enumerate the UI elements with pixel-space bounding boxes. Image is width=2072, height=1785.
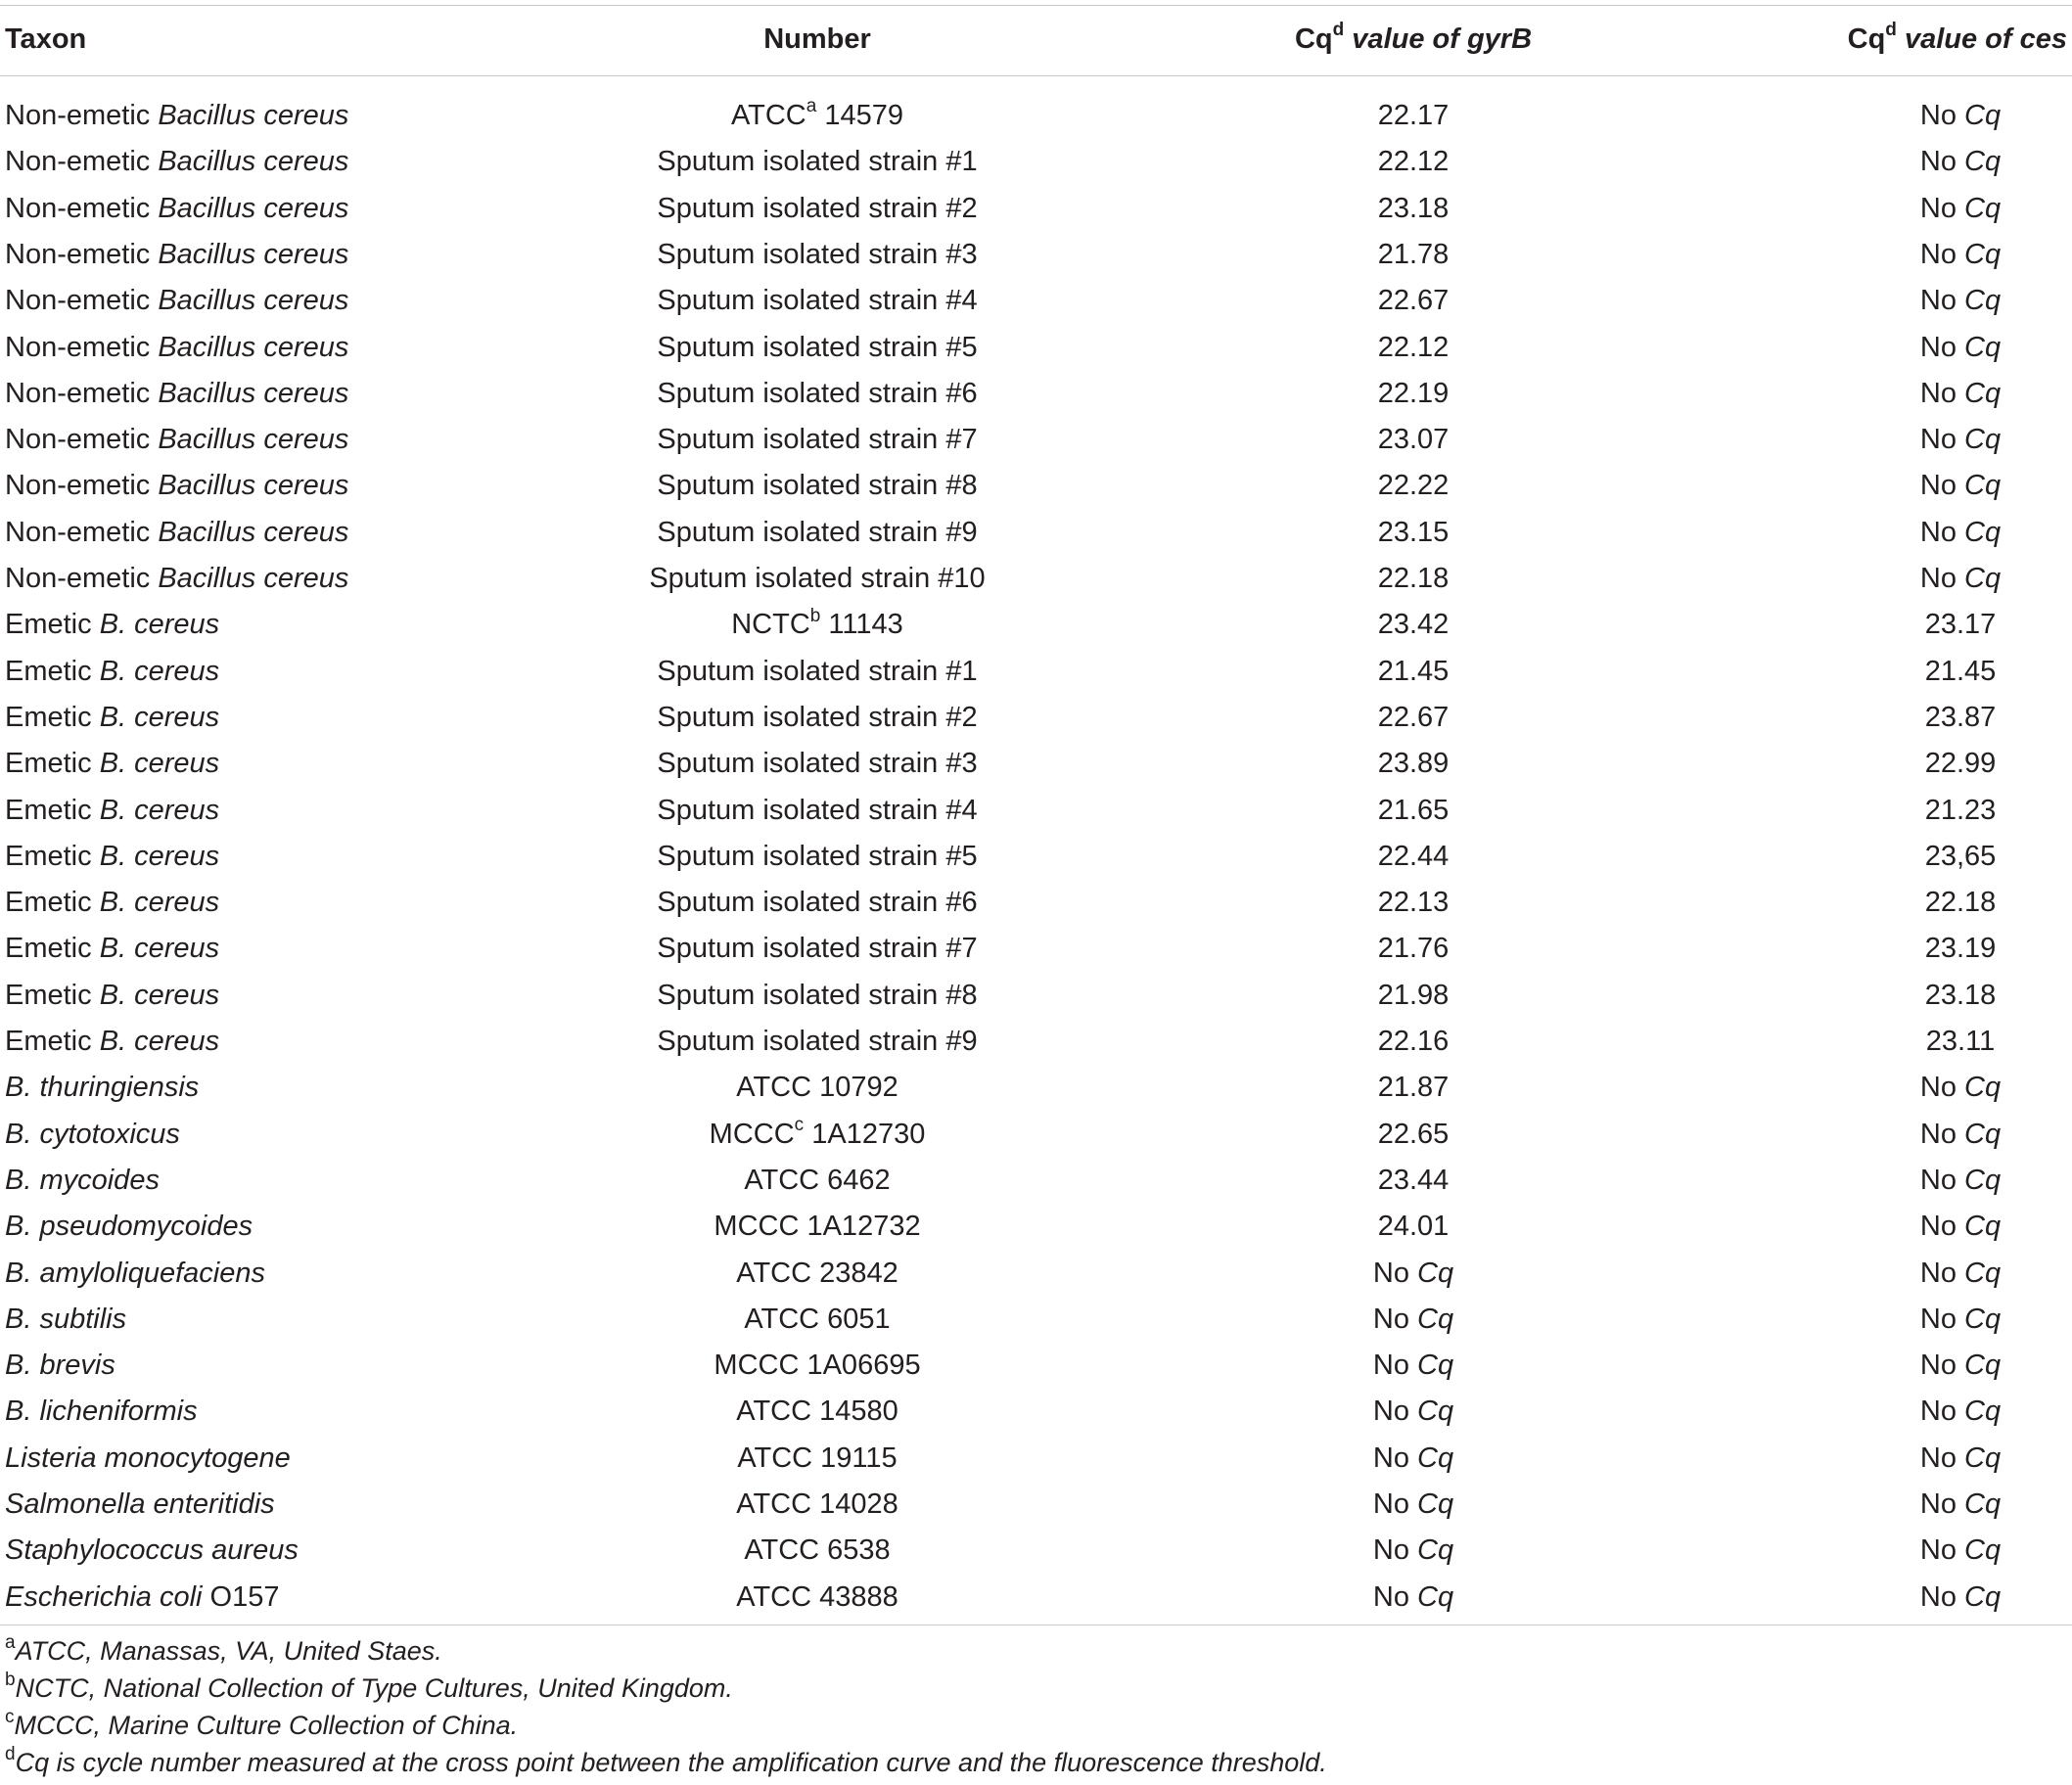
- cell-ces: No Cq: [1919, 563, 2002, 594]
- cell-number: ATCC 6051: [744, 1303, 891, 1335]
- cell-gyrb: 23.42: [1377, 609, 1450, 641]
- footnote: $^d$Cq is cycle number measured at the cross point between the amplification curve and the fluorescence threshold.: [5, 1744, 1327, 1777]
- cell-gyrb: 22.18: [1377, 563, 1450, 594]
- cell-gyrb: 21.65: [1377, 794, 1450, 826]
- cell-taxon: B. amyloliquefaciens: [5, 1257, 265, 1289]
- cell-ces: No Cq: [1919, 1442, 2002, 1474]
- header-taxon: Taxon: [5, 23, 87, 55]
- cell-gyrb: No Cq: [1372, 1534, 1454, 1567]
- cell-gyrb: 23.07: [1377, 424, 1450, 456]
- cell-gyrb: No Cq: [1372, 1303, 1454, 1335]
- cell-taxon: B. subtilis: [5, 1303, 127, 1335]
- header-gyrb: Cq$^d$ value of gyrB: [1294, 20, 1533, 55]
- cell-taxon: B. thuringiensis: [5, 1072, 200, 1104]
- cell-ces: No Cq: [1919, 1257, 2002, 1289]
- table-row: [0, 371, 2072, 417]
- cell-gyrb: 21.76: [1377, 933, 1450, 965]
- cell-taxon: Non-emetic Bacillus cereus: [5, 470, 349, 502]
- cell-number: Sputum isolated strain #3: [657, 748, 978, 780]
- cell-gyrb: 21.45: [1377, 655, 1450, 687]
- cell-taxon: Emetic B. cereus: [5, 933, 220, 965]
- table-row: [0, 1112, 2072, 1158]
- cell-number: ATCC 10792: [736, 1072, 898, 1104]
- cell-number: Sputum isolated strain #4: [657, 794, 978, 826]
- cell-ces: 23.11: [1925, 1026, 1996, 1057]
- cell-number: Sputum isolated strain #9: [657, 1026, 978, 1057]
- cell-number: Sputum isolated strain #6: [657, 887, 978, 919]
- header-number: Number: [763, 23, 871, 55]
- table-row: [0, 1343, 2072, 1389]
- cell-ces: 23.18: [1924, 979, 1997, 1011]
- cell-ces: No Cq: [1919, 1164, 2002, 1196]
- cell-taxon: Emetic B. cereus: [5, 609, 220, 641]
- cell-ces: No Cq: [1919, 470, 2002, 502]
- cell-number: ATCC$^a$ 14579: [730, 96, 904, 131]
- cell-gyrb: 22.67: [1377, 701, 1450, 733]
- footnote: $^b$NCTC, National Collection of Type Cultures, United Kingdom.: [5, 1670, 733, 1703]
- cell-taxon: Non-emetic Bacillus cereus: [5, 331, 349, 363]
- cell-gyrb: 23.44: [1377, 1164, 1450, 1196]
- cell-number: Sputum isolated strain #10: [649, 563, 986, 594]
- cell-number: Sputum isolated strain #2: [657, 701, 978, 733]
- table-row: [0, 1019, 2072, 1065]
- table-row: [0, 602, 2072, 648]
- cell-ces: 23.17: [1924, 609, 1997, 641]
- cell-gyrb: No Cq: [1372, 1580, 1454, 1613]
- table-row: [0, 880, 2072, 926]
- cell-number: Sputum isolated strain #7: [657, 933, 978, 965]
- cell-gyrb: 23.15: [1377, 516, 1450, 548]
- cell-number: Sputum isolated strain #9: [657, 516, 978, 548]
- cell-taxon: Emetic B. cereus: [5, 887, 220, 919]
- cell-gyrb: 21.98: [1377, 979, 1450, 1011]
- cell-taxon: Emetic B. cereus: [5, 748, 220, 780]
- table-row: [0, 510, 2072, 556]
- table-top-rule: [0, 5, 2072, 6]
- cell-taxon: Listeria monocytogene: [5, 1442, 291, 1474]
- cell-gyrb: 23.89: [1377, 748, 1450, 780]
- table-row: [0, 1297, 2072, 1343]
- table-row: [0, 1251, 2072, 1297]
- cell-number: Sputum isolated strain #8: [657, 979, 978, 1011]
- cell-gyrb: No Cq: [1372, 1488, 1454, 1520]
- cell-taxon: Non-emetic Bacillus cereus: [5, 424, 349, 456]
- table-row: [0, 741, 2072, 787]
- table-row: [0, 1389, 2072, 1435]
- table-row: [0, 417, 2072, 463]
- cell-number: MCCC$^c$ 1A12730: [709, 1114, 926, 1150]
- table-row: [0, 695, 2072, 741]
- cell-number: ATCC 6538: [744, 1534, 891, 1567]
- cell-gyrb: 22.12: [1377, 331, 1450, 363]
- header-ces: Cq$^d$ value of ces: [1847, 20, 2067, 55]
- cell-ces: No Cq: [1919, 516, 2002, 548]
- cell-gyrb: 22.16: [1377, 1026, 1450, 1057]
- table-row: [0, 232, 2072, 278]
- table-row: [0, 139, 2072, 185]
- cell-gyrb: 22.19: [1377, 377, 1450, 409]
- cell-taxon: Non-emetic Bacillus cereus: [5, 192, 349, 224]
- cell-taxon: Non-emetic Bacillus cereus: [5, 285, 349, 317]
- cell-taxon: Emetic B. cereus: [5, 979, 220, 1011]
- cell-number: ATCC 6462: [744, 1164, 891, 1196]
- cell-ces: 21.45: [1924, 655, 1997, 687]
- cell-ces: 22.18: [1924, 887, 1997, 919]
- table-row: [0, 186, 2072, 232]
- cell-ces: No Cq: [1919, 1303, 2002, 1335]
- cell-taxon: Emetic B. cereus: [5, 840, 220, 872]
- table-row: [0, 463, 2072, 509]
- cell-number: ATCC 14028: [736, 1488, 898, 1520]
- cell-ces: No Cq: [1919, 1118, 2002, 1150]
- cell-gyrb: 22.67: [1377, 285, 1450, 317]
- cell-ces: No Cq: [1919, 377, 2002, 409]
- table-row: [0, 1482, 2072, 1528]
- cell-gyrb: 24.01: [1377, 1211, 1450, 1243]
- cell-ces: No Cq: [1919, 1396, 2002, 1428]
- cell-number: Sputum isolated strain #8: [657, 470, 978, 502]
- table-row: [0, 788, 2072, 834]
- cell-number: Sputum isolated strain #5: [657, 331, 978, 363]
- table-footnotes: [5, 1632, 1327, 1781]
- cell-number: MCCC 1A12732: [714, 1211, 921, 1243]
- footnote: $^c$MCCC, Marine Culture Collection of China.: [5, 1707, 519, 1740]
- cell-ces: No Cq: [1919, 424, 2002, 456]
- table-row: [0, 556, 2072, 602]
- cell-taxon: B. brevis: [5, 1350, 115, 1382]
- cell-ces: No Cq: [1919, 100, 2002, 131]
- table-row: [0, 973, 2072, 1019]
- cell-taxon: Emetic B. cereus: [5, 701, 220, 733]
- cell-number: Sputum isolated strain #3: [657, 238, 978, 270]
- cell-ces: No Cq: [1919, 146, 2002, 178]
- cell-gyrb: 22.12: [1377, 146, 1450, 178]
- cell-gyrb: No Cq: [1372, 1396, 1454, 1428]
- cell-gyrb: 22.13: [1377, 887, 1450, 919]
- cell-gyrb: 23.18: [1377, 192, 1450, 224]
- cell-taxon: Salmonella enteritidis: [5, 1488, 275, 1520]
- cell-number: ATCC 14580: [736, 1396, 898, 1428]
- cell-number: ATCC 19115: [737, 1442, 898, 1474]
- cell-number: Sputum isolated strain #6: [657, 377, 978, 409]
- cell-ces: No Cq: [1919, 1580, 2002, 1613]
- table-row: [0, 1575, 2072, 1621]
- table-row: [0, 649, 2072, 695]
- cell-number: ATCC 43888: [736, 1580, 898, 1613]
- table-row: [0, 93, 2072, 139]
- cell-ces: No Cq: [1919, 1350, 2002, 1382]
- table-row: [0, 1158, 2072, 1204]
- cell-taxon: Emetic B. cereus: [5, 1026, 220, 1057]
- cell-taxon: Emetic B. cereus: [5, 794, 220, 826]
- cell-ces: No Cq: [1919, 1211, 2002, 1243]
- cell-gyrb: 21.78: [1377, 238, 1450, 270]
- table-row: [0, 325, 2072, 371]
- cell-number: NCTC$^b$ 11143: [731, 605, 903, 641]
- cell-taxon: Non-emetic Bacillus cereus: [5, 563, 349, 594]
- cell-taxon: Non-emetic Bacillus cereus: [5, 516, 349, 548]
- cell-ces: No Cq: [1919, 285, 2002, 317]
- cell-gyrb: No Cq: [1372, 1442, 1454, 1474]
- footnote: $^a$ATCC, Manassas, VA, United Staes.: [5, 1632, 442, 1666]
- cell-ces: 22.99: [1924, 748, 1997, 780]
- cell-taxon: Non-emetic Bacillus cereus: [5, 100, 349, 131]
- cell-ces: No Cq: [1919, 331, 2002, 363]
- cell-gyrb: No Cq: [1372, 1350, 1454, 1382]
- cell-gyrb: 22.44: [1377, 840, 1450, 872]
- table-header-row: [0, 17, 2072, 63]
- cell-number: MCCC 1A06695: [714, 1350, 921, 1382]
- cell-taxon: B. cytotoxicus: [5, 1118, 180, 1150]
- cell-ces: No Cq: [1919, 1534, 2002, 1567]
- cell-number: Sputum isolated strain #4: [657, 285, 978, 317]
- cell-taxon: B. licheniformis: [5, 1396, 198, 1428]
- cell-number: ATCC 23842: [736, 1257, 898, 1289]
- cell-taxon: B. pseudomycoides: [5, 1211, 253, 1243]
- cell-ces: No Cq: [1919, 1072, 2002, 1104]
- cell-gyrb: 22.22: [1377, 470, 1450, 502]
- cell-taxon: Escherichia coli O157: [5, 1580, 280, 1613]
- cell-ces: 23.87: [1924, 701, 1997, 733]
- table-row: [0, 834, 2072, 880]
- cell-ces: 23.19: [1924, 933, 1997, 965]
- table-row: [0, 1436, 2072, 1482]
- cell-ces: No Cq: [1919, 238, 2002, 270]
- cell-taxon: Staphylococcus aureus: [5, 1534, 299, 1567]
- cell-ces: No Cq: [1919, 192, 2002, 224]
- table-row: [0, 1528, 2072, 1574]
- cell-taxon: Emetic B. cereus: [5, 655, 220, 687]
- table-row: [0, 278, 2072, 324]
- table-row: [0, 1204, 2072, 1250]
- cell-number: Sputum isolated strain #5: [657, 840, 978, 872]
- cell-ces: No Cq: [1919, 1488, 2002, 1520]
- cell-taxon: Non-emetic Bacillus cereus: [5, 377, 349, 409]
- cell-gyrb: No Cq: [1372, 1257, 1454, 1289]
- cell-gyrb: 21.87: [1377, 1072, 1450, 1104]
- cell-number: Sputum isolated strain #2: [657, 192, 978, 224]
- table-row: [0, 926, 2072, 972]
- cell-number: Sputum isolated strain #1: [657, 655, 978, 687]
- cell-gyrb: 22.17: [1377, 100, 1450, 131]
- table-header-rule: [0, 75, 2072, 76]
- cell-gyrb: 22.65: [1377, 1118, 1450, 1150]
- cell-ces: 23,65: [1924, 840, 1997, 872]
- cell-number: Sputum isolated strain #1: [657, 146, 978, 178]
- cell-taxon: Non-emetic Bacillus cereus: [5, 146, 349, 178]
- cell-taxon: B. mycoides: [5, 1164, 160, 1196]
- cell-number: Sputum isolated strain #7: [657, 424, 978, 456]
- cell-ces: 21.23: [1924, 794, 1997, 826]
- table-row: [0, 1065, 2072, 1111]
- cell-taxon: Non-emetic Bacillus cereus: [5, 238, 349, 270]
